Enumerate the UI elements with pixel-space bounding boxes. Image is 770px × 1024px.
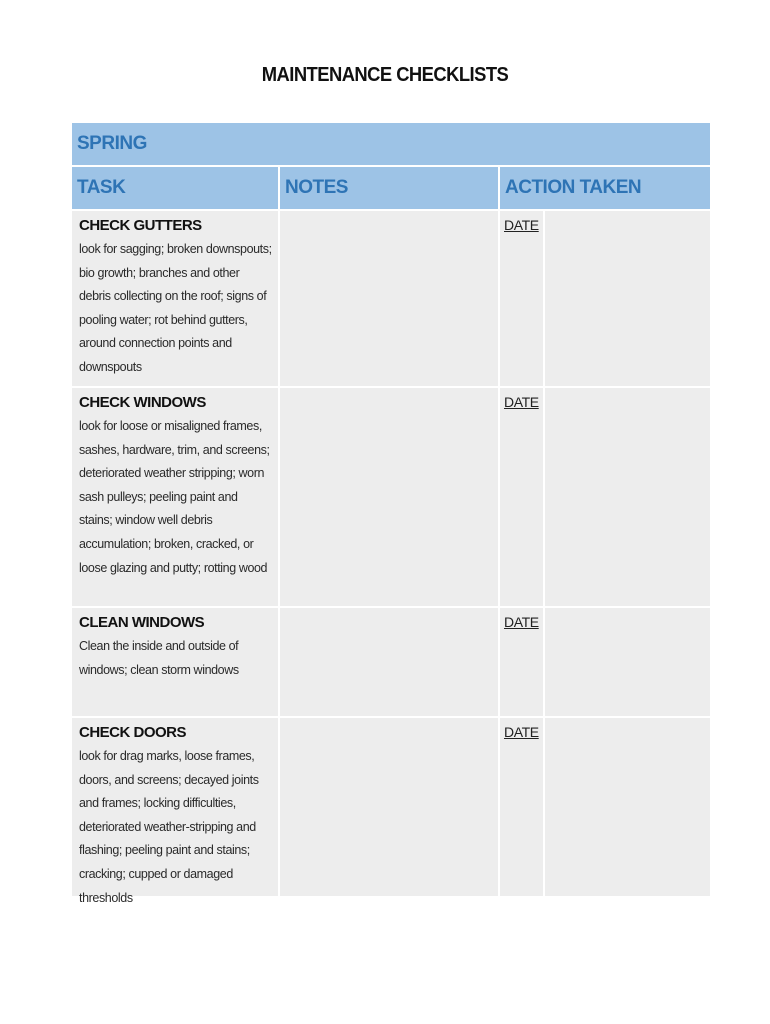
date-label: DATE [504, 724, 539, 740]
action-taken-cell[interactable] [545, 718, 710, 896]
notes-cell[interactable] [280, 718, 498, 896]
page-title: MAINTENANCE CHECKLISTS [261, 64, 509, 86]
column-header-task: TASK [72, 167, 278, 209]
date-label: DATE [504, 217, 539, 233]
task-name: CLEAN WINDOWS [79, 614, 205, 631]
notes-cell[interactable] [280, 211, 498, 386]
task-cell [72, 608, 278, 716]
column-header-notes: NOTES [280, 167, 498, 209]
date-cell[interactable] [500, 388, 543, 606]
task-name: CHECK DOORS [79, 724, 187, 741]
season-header: SPRING [72, 123, 710, 165]
task-name: CHECK GUTTERS [79, 217, 202, 234]
maintenance-table [72, 123, 708, 905]
action-taken-cell[interactable] [545, 608, 710, 716]
task-description: look for sagging; broken downspouts; bio growth; branches and other debris collecting on the roof; signs of pooling water; rot behind gutters, around connection points and downspouts [79, 242, 272, 374]
column-header-action-taken: ACTION TAKEN [500, 167, 710, 209]
task-name: CHECK WINDOWS [79, 394, 206, 411]
date-cell[interactable] [500, 211, 543, 386]
date-label: DATE [504, 394, 539, 410]
task-cell [72, 718, 278, 905]
task-description: look for loose or misaligned frames, sashes, hardware, trim, and screens; deteriorated weather stripping; worn sash pulleys; peeling paint and stains; window well debris accumulation; broken, cracked, or loose glazing and putty; rotting wood [79, 419, 270, 575]
date-label: DATE [504, 614, 539, 630]
task-cell [72, 388, 278, 606]
action-taken-cell[interactable] [545, 388, 710, 606]
notes-cell[interactable] [280, 388, 498, 606]
date-cell[interactable] [500, 718, 543, 896]
task-description: look for drag marks, loose frames, doors, and screens; decayed joints and frames; locking difficulties, deteriorated weather-stripping and flashing; peeling paint and stains; cracking; cupped or damaged thresholds [79, 749, 259, 905]
task-description: Clean the inside and outside of windows; clean storm windows [79, 639, 239, 677]
date-cell[interactable] [500, 608, 543, 716]
action-taken-cell[interactable] [545, 211, 710, 386]
notes-cell[interactable] [280, 608, 498, 716]
task-cell [72, 211, 278, 386]
